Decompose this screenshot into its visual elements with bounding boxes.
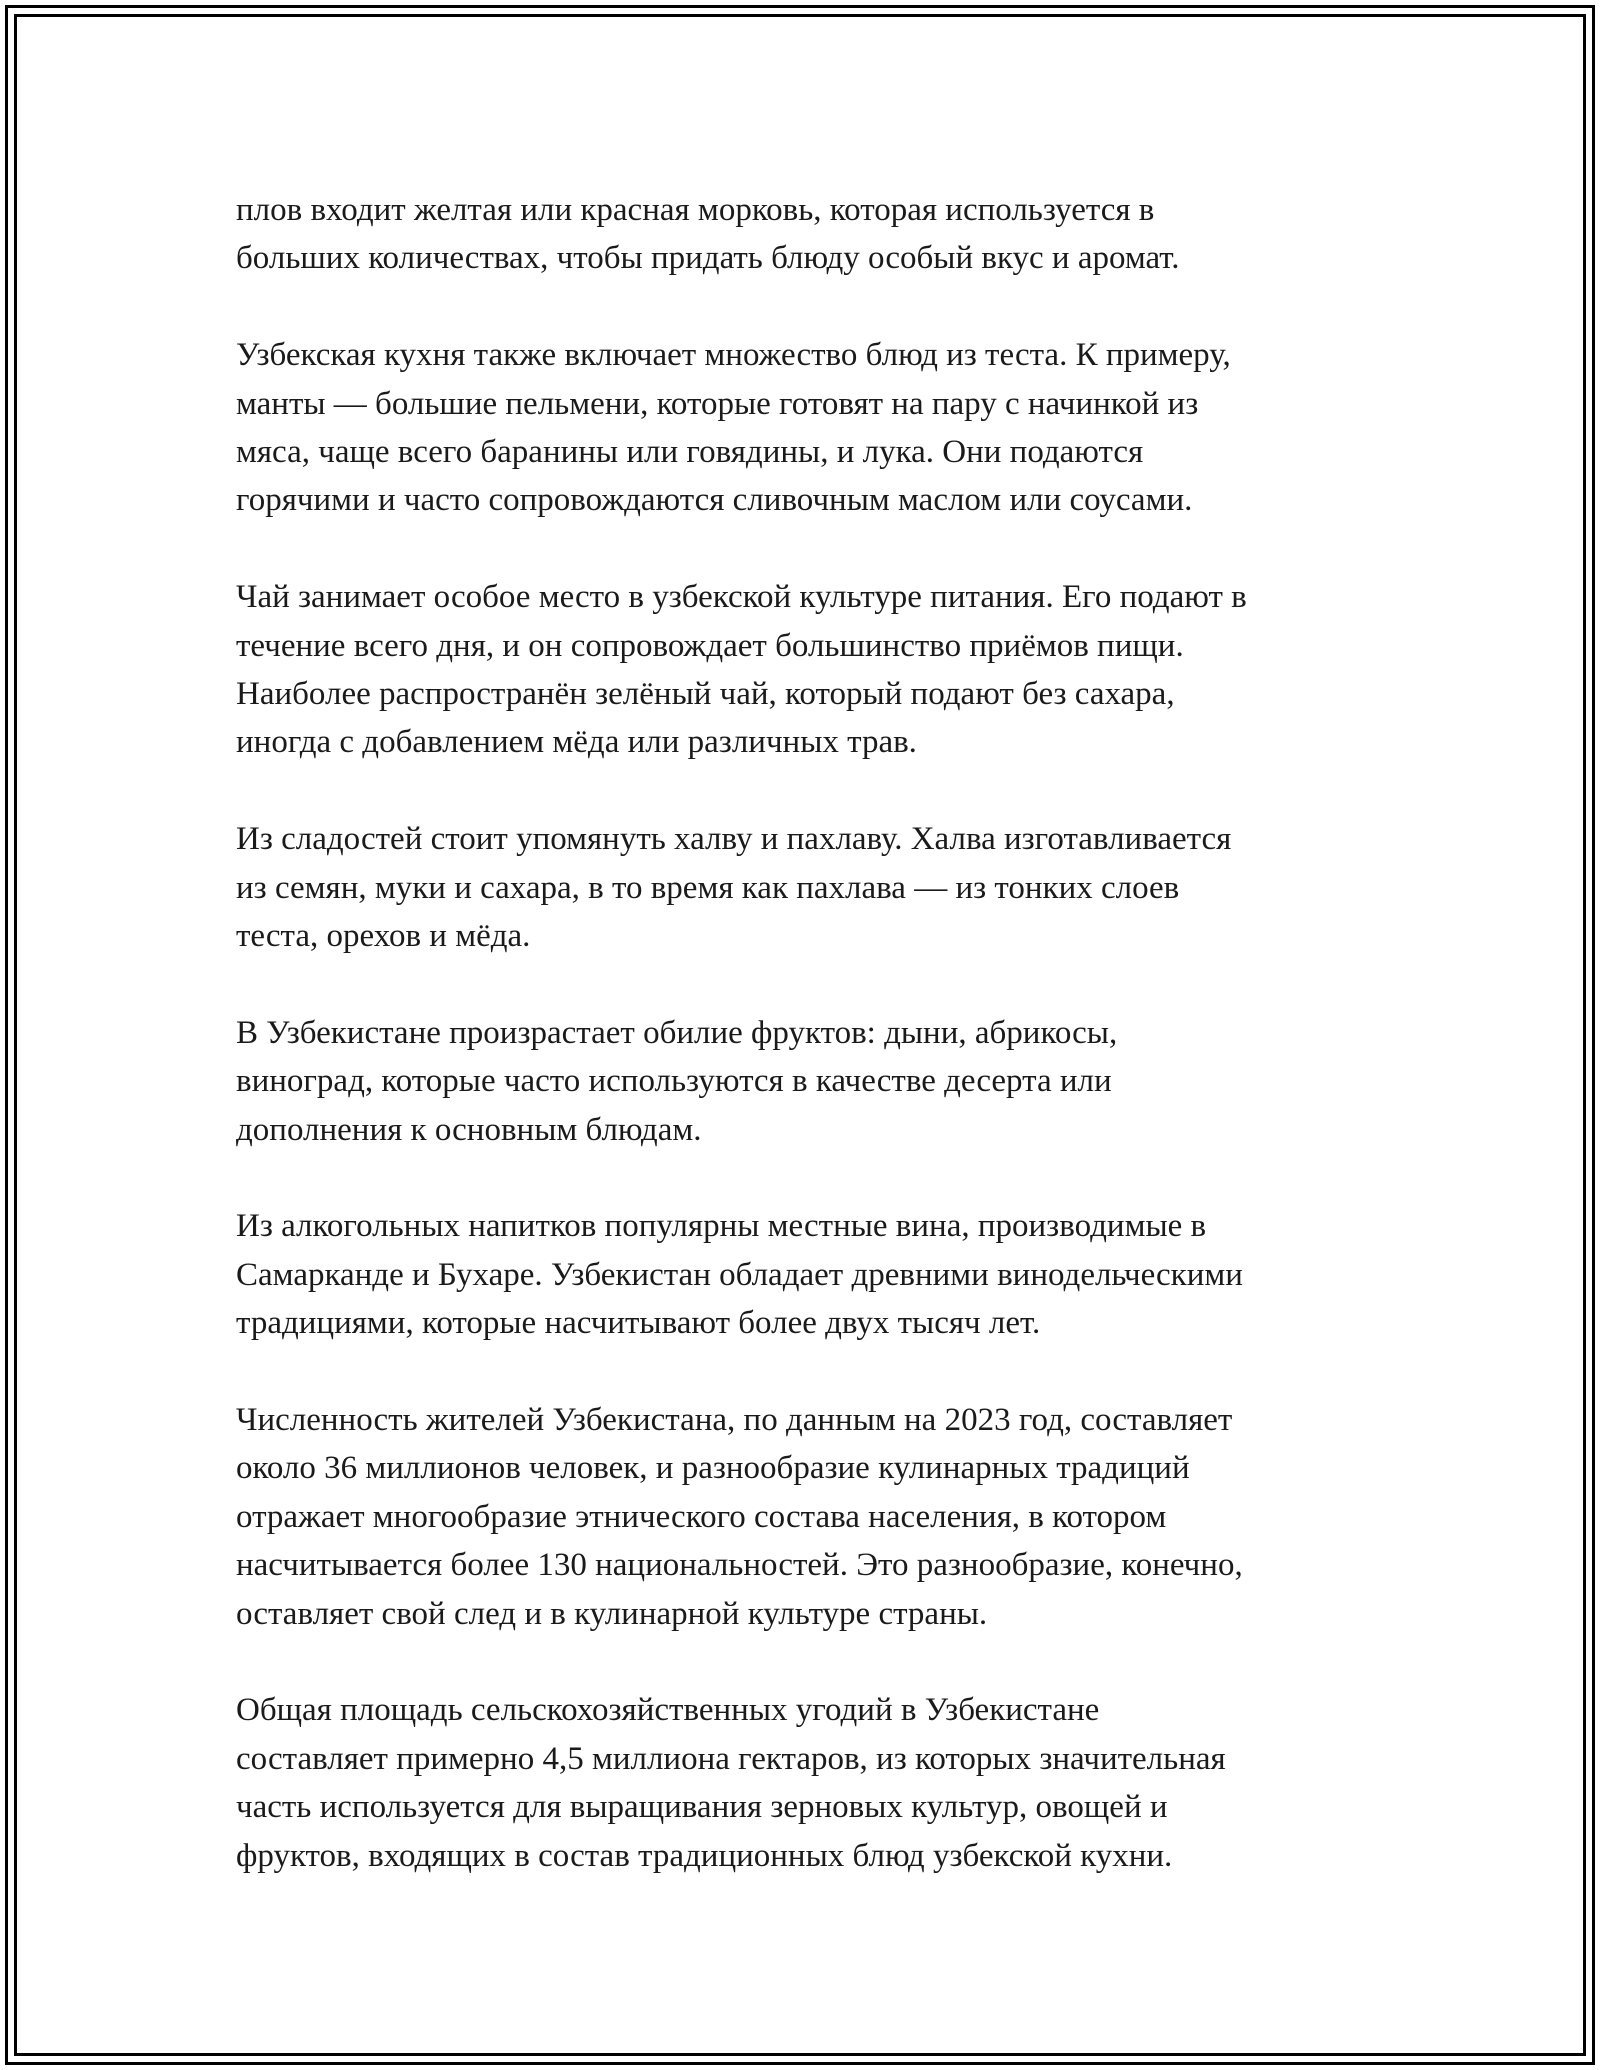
text-line: дополнения к основным блюдам.	[236, 1111, 702, 1148]
paragraph-8	[236, 1686, 1376, 1880]
text-line: Наиболее распространён зелёный чай, который подают без сахара,	[236, 676, 1175, 713]
text-line: Чай занимает особое место в узбекской культуре питания. Его подают в	[236, 579, 1247, 616]
text-line: традициями, которые насчитывают более двух тысяч лет.	[236, 1305, 1041, 1342]
paragraph-3	[236, 573, 1376, 767]
text-line: Общая площадь сельскохозяйственных угодий в Узбекистане	[236, 1692, 1100, 1729]
paragraph-7	[236, 1396, 1376, 1638]
paragraph-4	[236, 815, 1376, 960]
text-line: составляет примерно 4,5 миллиона гектаров, из которых значительная	[236, 1740, 1226, 1777]
text-line: фруктов, входящих в состав традиционных блюд узбекской кухни.	[236, 1837, 1173, 1874]
text-line: манты — большие пельмени, которые готовят на пару с начинкой из	[236, 385, 1199, 422]
paragraph-5	[236, 1009, 1376, 1154]
text-line: отражает многообразие этнического состава населения, в котором	[236, 1498, 1167, 1535]
text-line: насчитывается более 130 национальностей. Это разнообразие, конечно,	[236, 1547, 1243, 1584]
text-line: Самарканде и Бухаре. Узбекистан обладает древними винодельческими	[236, 1256, 1243, 1293]
paragraph-2	[236, 331, 1376, 525]
text-line: течение всего дня, и он сопровождает большинство приёмов пищи.	[236, 627, 1184, 664]
text-line: часть используется для выращивания зерновых культур, овощей и	[236, 1789, 1168, 1826]
text-line: теста, орехов и мёда.	[236, 918, 531, 955]
text-line: мяса, чаще всего баранины или говядины, и лука. Они подаются	[236, 434, 1144, 471]
text-line: больших количествах, чтобы придать блюду особый вкус и аромат.	[236, 240, 1180, 277]
text-line: В Узбекистане произрастает обилие фруктов: дыни, абрикосы,	[236, 1014, 1118, 1051]
text-line: горячими и часто сопровождаются сливочным маслом или соусами.	[236, 482, 1193, 519]
text-line: Численность жителей Узбекистана, по данным на 2023 год, составляет	[236, 1402, 1233, 1439]
paragraph-6	[236, 1202, 1376, 1347]
text-line: оставляет свой след и в кулинарной культуре страны.	[236, 1595, 988, 1632]
paragraph-1	[236, 186, 1376, 283]
text-line: виноград, которые часто используются в качестве десерта или	[236, 1063, 1112, 1100]
text-line: плов входит желтая или красная морковь, которая используется в	[236, 192, 1155, 228]
text-line: Из сладостей стоит упомянуть халву и пахлаву. Халва изготавливается	[236, 821, 1232, 858]
text-line: Узбекская кухня также включает множество блюд из теста. К примеру,	[236, 337, 1231, 374]
text-line: Из алкогольных напитков популярны местные вина, производимые в	[236, 1208, 1207, 1245]
text-line: иногда с добавлением мёда или различных трав.	[236, 724, 917, 761]
document-body	[236, 186, 1376, 1880]
text-line: из семян, муки и сахара, в то время как пахлава — из тонких слоев	[236, 869, 1180, 906]
text-line: около 36 миллионов человек, и разнообразие кулинарных традиций	[236, 1450, 1190, 1487]
